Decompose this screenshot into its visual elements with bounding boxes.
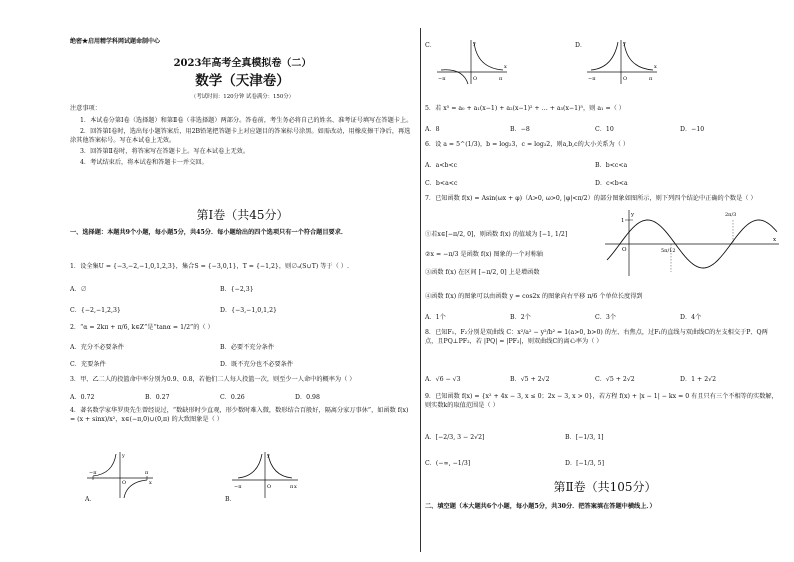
q7-item-2: ②x = −π/3 是函数 f(x) 图象的一个对称轴 <box>425 251 543 258</box>
q8-option-c: C．√5 + 2√2 <box>595 376 635 383</box>
graph-c-y: y <box>473 41 476 47</box>
graph-b-pi: π <box>290 484 294 490</box>
question-1: 1．设全集U = {−3,−2,−1,0,1,2,3}，集合S = {−3,0,1}，T = {−1,2}，则∅ᵤ(S∪T) 等于（ ）. <box>70 263 349 270</box>
graph-d-y: y <box>623 41 626 47</box>
q7-graph-y: y <box>631 212 635 218</box>
q7-option-d: D．4个 <box>680 314 702 321</box>
q8-option-a: A．√6 − √3 <box>425 376 461 383</box>
notice-item: 1．本试卷分第Ⅰ卷（选择题）和第Ⅱ卷（非选择题）两部分。答卷前，考生务必将自己的姓名、准考证号填写在答题卡上。 <box>80 117 413 124</box>
q3-option-c: C．0.26 <box>220 394 245 401</box>
graph-d <box>585 38 660 86</box>
q7-item-1: ①若x∈[−π/2, 0]，则函数 f(x) 的值域为 [−1, 1/2] <box>425 231 568 238</box>
q4-option-c: C． <box>425 42 436 49</box>
graph-b-y: y <box>267 453 270 459</box>
graph-c-pi: π <box>499 76 503 82</box>
q1-option-b: B．{−2,3} <box>220 286 254 293</box>
graph-c <box>435 38 510 86</box>
question-7: 7．已知函数 f(x) = Asin(ωx + φ)（A>0, ω>0, |φ|<π/2）的部分图象如图所示，则下列四个结论中正确的个数是（ ） <box>425 195 757 202</box>
graph-d-pi: π <box>649 76 653 82</box>
question-4: 4．著名数学家华罗庚先生曾经说过，“数缺形时少直观，形少数时难入微，数形结合百般好，隔离分家万事休”，如函数 f(x) = (x + sinx)/x²，x∈(−π,0)∪(0,π) 的大致图象是（ ） <box>70 407 409 423</box>
question-6: 6．设 a = 5^(1/3)，b = log₂3，c = log₃2，则a,b,c的大小关系为（ ） <box>425 141 630 148</box>
q3-option-b: B．0.27 <box>145 394 170 401</box>
notice-item: 3．回答第Ⅱ卷时，将答案写在答题卡上。写在本试卷上无效。 <box>80 148 250 155</box>
q9-option-b: B．[−1/3, 1] <box>565 434 604 441</box>
q7-graph-one: 1 <box>621 218 625 224</box>
graph-b <box>230 450 300 500</box>
q7-option-b: B．2个 <box>510 314 531 321</box>
q6-option-a: A．a<b<c <box>425 162 458 169</box>
section2-heading: 二、填空题（本大题共6个小题，每小题5分，共30分．把答案填在答题中横线上．） <box>425 503 656 510</box>
question-5: 5．若 x⁵ = a₀ + a₁(x−1) + a₂(x−1)² + … + a₅(x−1)⁵，则 a₁ =（ ） <box>425 105 625 112</box>
q7-option-a: A．1个 <box>425 314 446 321</box>
q1-option-d: D．{−3,−1,0,1,2} <box>220 307 277 314</box>
q7-graph-tick1: 5π/12 <box>661 248 676 254</box>
question-8: 8．已知F₁，F₂分别是双曲线 C：x²/a² − y²/b² = 1(a>0, b>0) 的左、右焦点，过F₁的直线与双曲线C的左支相交于P、Q两点，且PQ⊥PF₂，若 |PQ| = |PF₂|，则双曲线C的离心率为（ ） <box>425 329 768 345</box>
graph-d-x: x <box>654 64 657 70</box>
q5-option-b: B．−8 <box>510 126 530 133</box>
notice-title: 注意事项： <box>70 105 101 112</box>
q6-option-c: C．b<a<c <box>425 180 458 187</box>
q5-option-a: A．8 <box>425 126 440 133</box>
q6-option-d: D．c<b<a <box>595 180 628 187</box>
graph-a-y: y <box>122 453 125 459</box>
part2-heading: 第Ⅱ卷（共105分） <box>553 480 657 494</box>
graph-c-origin: O <box>473 76 478 82</box>
part1-heading: 第Ⅰ卷（共45分） <box>196 208 289 222</box>
question-3: 3．甲、乙二人的投篮命中率分别为0.9、0.8，若他们二人每人投篮一次，则至少一人命中的概率为（ ） <box>70 376 356 383</box>
q3-option-d: D．0.98 <box>295 394 320 401</box>
graph-c-neg-pi: −π <box>438 76 446 82</box>
graph-b-origin: O <box>267 484 272 490</box>
graph-b-neg-pi: −π <box>234 484 242 490</box>
q6-option-b: B．b<c<a <box>595 162 628 169</box>
graph-b-x: x <box>294 484 297 490</box>
q7-sine-graph <box>603 208 783 278</box>
q1-option-a: A．∅ <box>70 286 87 293</box>
q7-graph-tick2: 2π/3 <box>725 212 737 218</box>
q5-option-c: C．10 <box>595 126 614 133</box>
q4-option-d: D． <box>575 42 587 49</box>
q8-option-b: B．√5 + 2√2 <box>510 376 550 383</box>
exam-title: 2023年高考全真模拟卷（二） <box>173 58 312 69</box>
q7-graph-x: x <box>773 237 777 243</box>
secret-mark: 绝密★启用精学科网试题命制中心 <box>70 38 161 45</box>
exam-subtitle: 数学（天津卷） <box>195 73 290 89</box>
graph-d-origin: O <box>623 76 628 82</box>
notice-block <box>70 104 415 169</box>
q9-option-c: C．(−∞, −1/3] <box>425 460 471 467</box>
graph-a-neg-pi: −π <box>89 470 97 476</box>
right-column <box>425 0 785 562</box>
q7-graph-origin: O <box>622 247 627 253</box>
q2-option-d: D．既不充分也不必要条件 <box>220 361 294 368</box>
question-9: 9．已知函数 f(x) = {x² + 4x − 3, x ≤ 0；2x − 3, x > 0}，若方程 f(x) + |x − 1| − kx = 0 有且只有三个不相等的实数解，则实数k的取值范围是（ ） <box>425 393 778 409</box>
q7-option-c: C．3个 <box>595 314 617 321</box>
graph-a <box>85 450 155 500</box>
q9-option-d: D．[−1/3, 5] <box>565 460 604 467</box>
graph-a-origin: O <box>122 480 127 486</box>
question-2: 2．“α = 2kπ + π/6, k∈Z”是“tanα = 1/2”的（ ） <box>70 324 214 331</box>
graph-a-pi: π <box>145 470 149 476</box>
q3-option-a: A．0.72 <box>70 394 95 401</box>
q7-item-4: ④函数 f(x) 的图象可以由函数 y = cos2x 的图象向右平移 π/6 个单位长度得到 <box>425 293 643 300</box>
graph-c-x: x <box>504 64 507 70</box>
q4-option-a: A． <box>85 496 96 503</box>
q2-option-c: C．充要条件 <box>70 361 106 368</box>
column-divider <box>420 28 421 552</box>
q9-option-a: A．[−2/3, 3 − 2√2] <box>425 434 485 441</box>
graph-d-neg-pi: −π <box>588 76 596 82</box>
graph-a-x: x <box>149 480 152 486</box>
q2-option-a: A．充分不必要条件 <box>70 344 124 351</box>
q5-option-d: D．−10 <box>680 126 705 133</box>
q7-item-3: ③函数 f(x) 在区间 [−π/2, 0] 上是增函数 <box>425 269 540 276</box>
notice-item: 2．回答第Ⅰ卷时，选出每小题答案后，用2B铅笔把答题卡上对应题目的答案标号涂黑。如需改动，用橡皮擦干净后，再选涂其他答案标号。写在本试卷上无效。 <box>70 128 411 144</box>
q2-option-b: B．必要不充分条件 <box>220 344 275 351</box>
q1-option-c: C．{−2,−1,2,3} <box>70 307 121 314</box>
left-column <box>70 0 415 562</box>
exam-info: （考试时间：120分钟 试卷满分：150分） <box>190 94 295 100</box>
notice-item: 4．考试结束后，将本试卷和答题卡一并交回。 <box>80 159 208 166</box>
section1-heading: 一、选择题：本题共9个小题，每小题5分，共45分．每小题给出的四个选项只有一个符合题目要求． <box>70 229 348 236</box>
q4-option-b: B． <box>225 496 236 503</box>
q8-option-d: D．1 + 2√2 <box>680 376 717 383</box>
